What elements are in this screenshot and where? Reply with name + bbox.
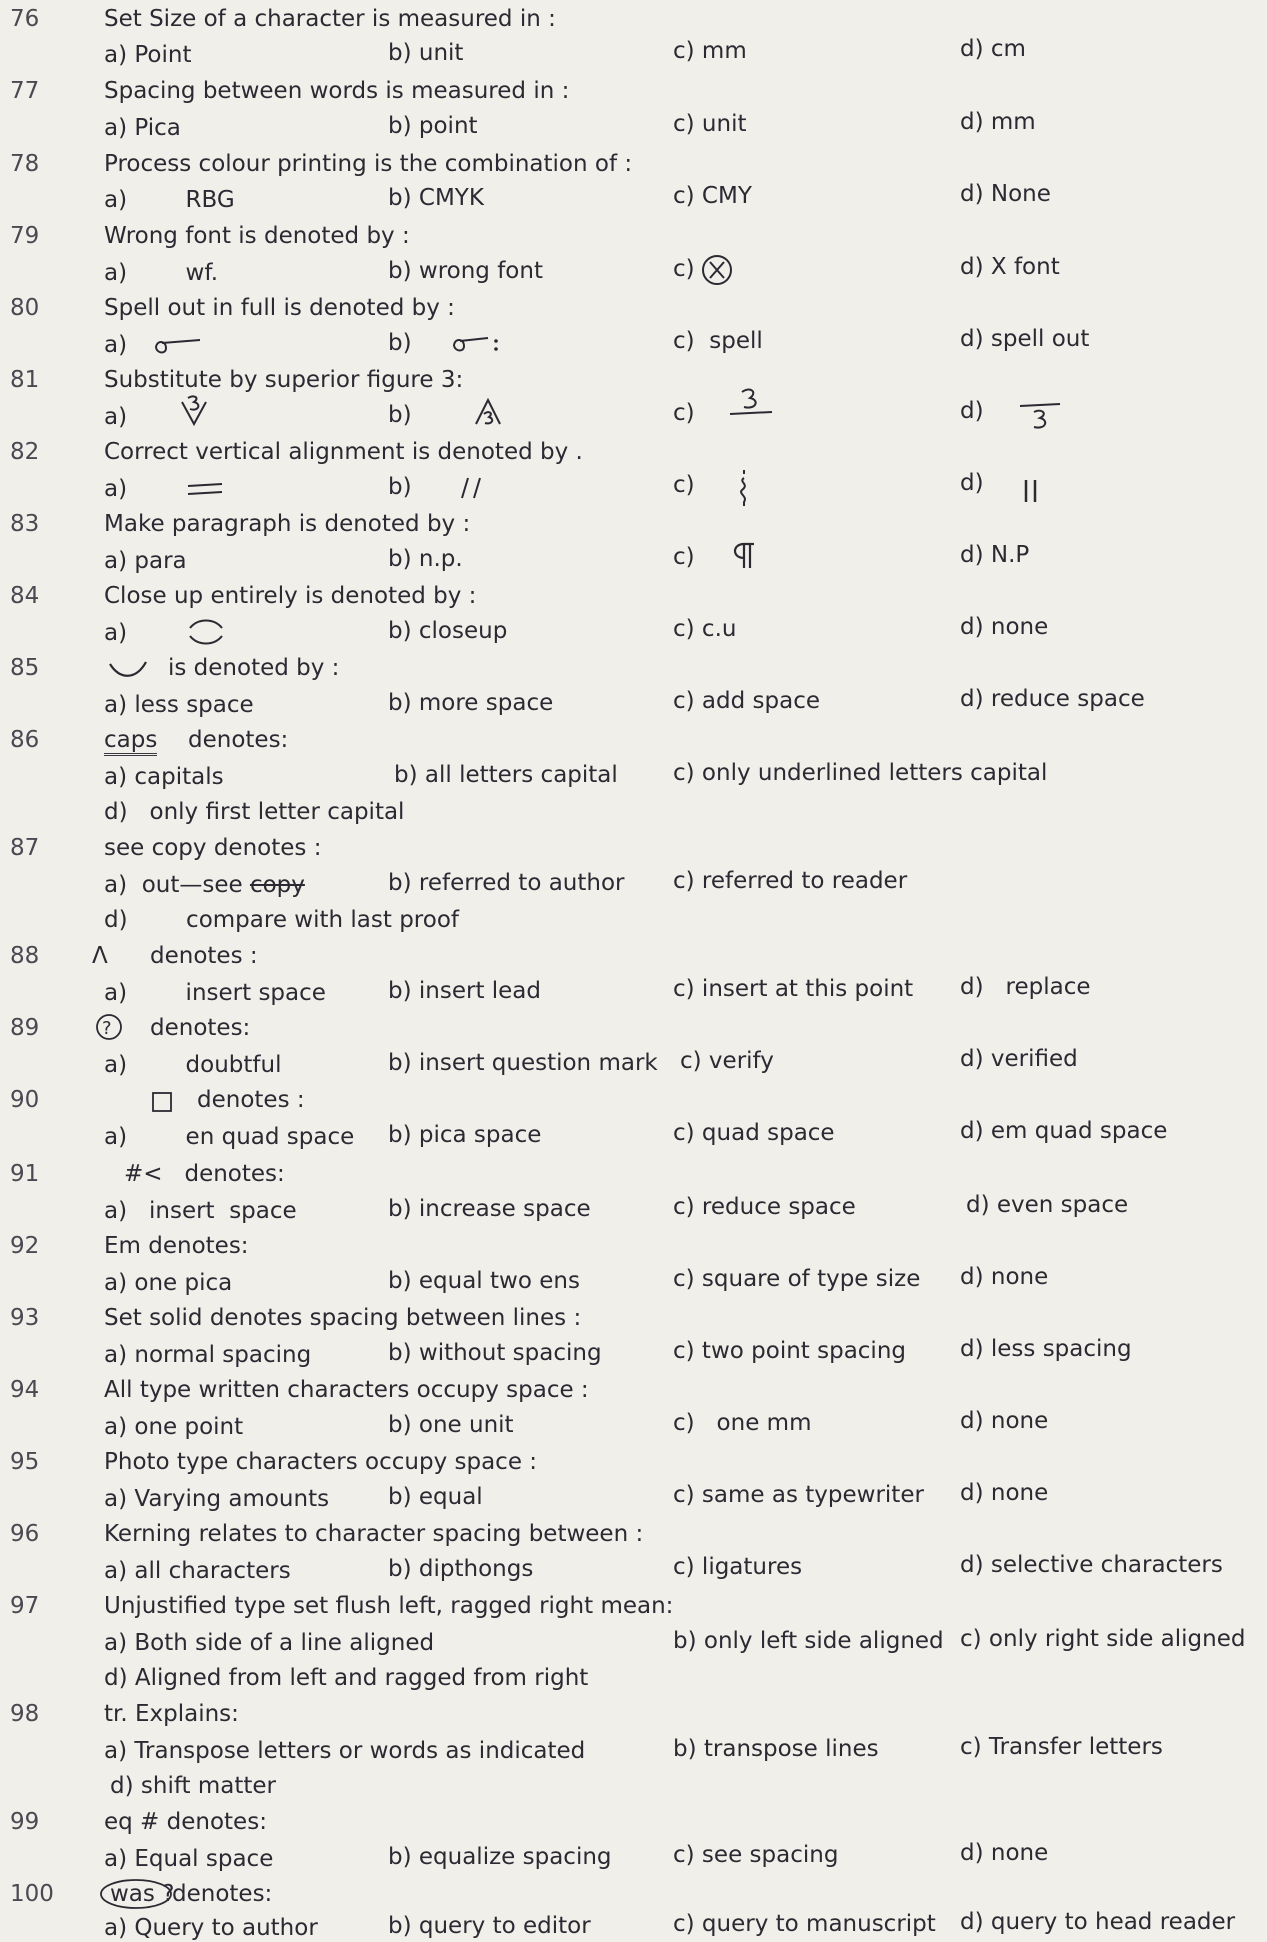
option-d: d) X font [960,254,1060,280]
option-d: d) compare with last proof [104,907,459,933]
question-number: 90 [10,1087,40,1113]
question-stem: Make paragraph is denoted by : [104,511,471,537]
question-stem: Process colour printing is the combination of : [104,151,633,177]
question-number: 92 [10,1233,40,1259]
question-number: 95 [10,1449,40,1475]
option-b: b) without spacing [388,1340,602,1366]
question-stem: Wrong font is denoted by : [104,223,410,249]
question-number: 98 [10,1701,40,1727]
question-stem: denotes : [150,943,258,969]
question-number: 80 [10,295,40,321]
option-b: b) all letters capital [394,762,618,788]
spell-out-mark-icon [152,336,206,358]
question-number: 84 [10,583,40,609]
option-c: c) add space [673,688,821,714]
option-b: b) n.p. [388,546,463,572]
option-a: a) insert space [104,1198,297,1224]
option-d: d) N.P [960,542,1030,568]
option-b: b) insert question mark [388,1050,658,1076]
question-number: 83 [10,511,40,537]
option-b: b) insert lead [388,978,542,1004]
option-a: a) one point [104,1414,244,1440]
option-b: b) equal [388,1484,483,1510]
option-c: c) quad space [673,1120,835,1146]
question-number: 77 [10,78,40,104]
question-stem: Unjustified type set flush left, ragged right mean: [104,1593,674,1619]
option-c: c) Transfer letters [960,1734,1163,1760]
option-c: c) insert at this point [673,976,914,1002]
option-a: a) Point [104,42,192,68]
question-number: 86 [10,727,40,753]
option-c: c) [673,400,695,426]
question-number: 81 [10,367,40,393]
question-number: 85 [10,655,40,681]
question-number: 79 [10,223,40,249]
option-a: a) one pica [104,1270,233,1296]
option-d: d) [960,470,984,496]
option-a-struck-word: copy [249,872,305,898]
option-b: b) increase space [388,1196,591,1222]
parallel-bars-mark-icon [1020,476,1042,506]
question-number: 97 [10,1593,40,1619]
option-c: c) [673,256,695,282]
option-a: a) normal spacing [104,1342,312,1368]
option-b: b) closeup [388,618,508,644]
question-number: 99 [10,1809,40,1835]
option-c: c) referred to reader [673,868,908,894]
question-number: 82 [10,439,40,465]
option-d: d) em quad space [960,1118,1168,1144]
question-stem: Photo type characters occupy space : [104,1449,538,1475]
option-a-text: a) out—see [104,872,250,898]
option-b: b) transpose lines [673,1736,879,1762]
option-d: d) none [960,1480,1049,1506]
option-b: b) wrong font [388,258,543,284]
option-a: a) Equal space [104,1846,274,1872]
question-number: 88 [10,943,40,969]
question-stem: All type written characters occupy space : [104,1377,589,1403]
circled-query-text: was ? [110,1881,175,1907]
paragraph-mark-icon [728,538,758,572]
question-stem: Close up entirely is denoted by : [104,583,477,609]
option-b: b) equalize spacing [388,1844,612,1870]
option-a: a) less space [104,692,254,718]
option-b: b) [388,474,412,500]
option-a: a) [104,620,128,646]
option-d: d) none [960,1408,1049,1434]
option-d: d) even space [966,1192,1129,1218]
question-stem: Set solid denotes spacing between lines : [104,1305,582,1331]
option-d: d) [960,398,984,424]
option-c: c) [673,472,695,498]
spell-out-mark-alt-icon [450,332,504,356]
question-number: 96 [10,1521,40,1547]
option-a: a) en quad space [104,1124,355,1150]
question-number: 87 [10,835,40,861]
question-stem: Spell out in full is denoted by : [104,295,455,321]
option-d: d) less spacing [960,1336,1132,1362]
option-d: d) replace [960,974,1091,1000]
question-number: 94 [10,1377,40,1403]
superior-figure-mark-a-icon [178,392,212,430]
option-c: c) one mm [673,1410,812,1436]
option-a: a) capitals [104,764,224,790]
question-stem: denotes: [172,1881,273,1907]
option-a [104,871,305,899]
option-b: b) unit [388,40,464,66]
option-c: c) unit [673,111,747,137]
question-stem: Set Size of a character is measured in : [104,6,556,32]
vertical-align-mark-icon [734,466,754,508]
option-c: c) spell [673,328,763,354]
option-c: c) query to manuscript [673,1911,936,1937]
option-b: b) only left side aligned [673,1628,944,1654]
option-d: d) none [960,1840,1049,1866]
less-space-mark-icon [106,656,150,680]
option-b: b) one unit [388,1412,514,1438]
option-b: b) [388,402,412,428]
caret-symbol: Λ [92,943,108,969]
question-stem: Kerning relates to character spacing between : [104,1521,644,1547]
question-stem: denotes: [150,1015,251,1041]
question-stem: Correct vertical alignment is denoted by . [104,439,583,465]
option-a: a) Varying amounts [104,1486,330,1512]
circled-x-icon [700,253,734,287]
option-b: b) equal two ens [388,1268,580,1294]
option-a: a) Both side of a line aligned [104,1630,435,1656]
em-quad-box-icon [150,1090,174,1114]
option-a: a) Query to author [104,1915,318,1941]
option-c: c) c.u [673,616,737,642]
option-a: a) RBG [104,187,235,213]
option-d: d) query to head reader [960,1909,1236,1935]
question-stem: denotes : [197,1087,305,1113]
question-stem: tr. Explains: [104,1701,239,1727]
option-a: a) insert space [104,980,326,1006]
question-stem: Substitute by superior figure 3: [104,367,464,393]
option-a: a) [104,332,128,358]
option-d: d) none [960,1264,1049,1290]
option-a: a) [104,476,128,502]
option-c: c) same as typewriter [673,1482,924,1508]
question-number: 93 [10,1305,40,1331]
option-d: d) spell out [960,326,1090,352]
option-b: b) point [388,113,478,139]
option-c: c) [673,544,695,570]
option-a: a) Transpose letters or words as indicated [104,1738,586,1764]
question-stem: denotes: [188,727,289,753]
option-a: a) Pica [104,115,181,141]
equals-mark-icon [186,480,226,500]
option-d: d) none [960,614,1049,640]
question-stem: #< denotes: [124,1161,285,1187]
superior-figure-mark-d-icon [1016,398,1064,434]
option-b: b) [388,330,412,356]
question-number: 78 [10,151,40,177]
question-number: 76 [10,6,40,32]
option-d: d) Aligned from left and ragged from right [104,1665,589,1691]
option-c: c) verify [680,1048,774,1074]
superior-figure-mark-b-icon [470,394,506,430]
option-c: c) only right side aligned [960,1626,1246,1652]
question-number: 89 [10,1015,40,1041]
option-c: c) square of type size [673,1266,921,1292]
option-a: a) wf. [104,260,219,286]
option-a: a) [104,404,128,430]
option-a: a) all characters [104,1558,291,1584]
option-d: d) shift matter [110,1773,276,1799]
option-c: c) mm [673,38,747,64]
option-c: c) only underlined letters capital [673,760,1048,786]
option-a: a) para [104,548,187,574]
option-d: d) cm [960,36,1026,62]
question-stem: Em denotes: [104,1233,249,1259]
option-d: d) None [960,181,1051,207]
option-b: b) referred to author [388,870,625,896]
question-stem: eq # denotes: [104,1809,267,1835]
option-c: c) CMY [673,183,752,209]
question-number: 100 [10,1881,54,1907]
caps-underlined-word [104,726,157,754]
question-stem: is denoted by : [168,655,340,681]
option-d: d) selective characters [960,1552,1223,1578]
double-slash-mark-icon [458,474,488,502]
circled-question-symbol: ? [102,1018,112,1039]
question-number: 91 [10,1161,40,1187]
option-b: b) dipthongs [388,1556,534,1582]
question-stem: Spacing between words is measured in : [104,78,570,104]
option-c: c) ligatures [673,1554,803,1580]
option-c: c) see spacing [673,1842,839,1868]
option-c: c) two point spacing [673,1338,906,1364]
option-d: d) only first letter capital [104,799,405,825]
question-stem: see copy denotes : [104,835,322,861]
option-b: b) more space [388,690,554,716]
caps-word: caps [104,727,157,756]
option-b: b) CMYK [388,185,484,211]
option-d: d) reduce space [960,686,1145,712]
option-b: b) query to editor [388,1913,591,1939]
option-d: d) verified [960,1046,1078,1072]
option-d: d) mm [960,109,1036,135]
superior-figure-mark-c-icon [728,386,774,420]
option-a: a) doubtful [104,1052,282,1078]
option-c: c) reduce space [673,1194,856,1220]
option-b: b) pica space [388,1122,542,1148]
close-up-mark-icon [186,618,226,646]
